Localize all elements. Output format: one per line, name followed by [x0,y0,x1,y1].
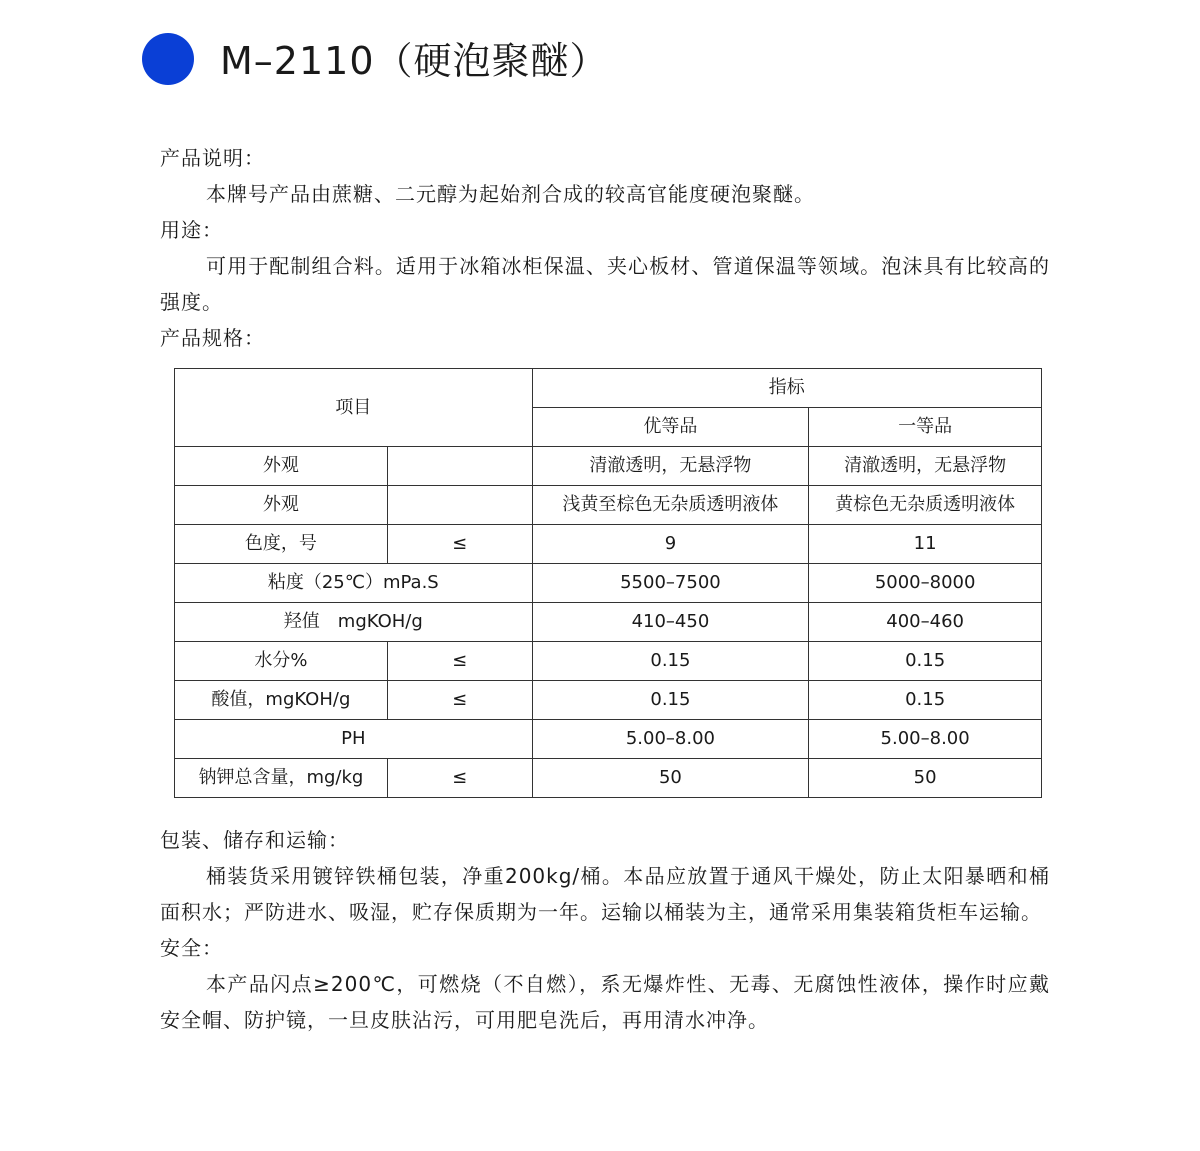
spec-heading: 产品规格： [160,326,265,350]
safety-text: 本产品闪点≥200℃，可燃烧（不自燃），系无爆炸性、无毒、无腐蚀性液体，操作时应戴安全帽、防护镜，一旦皮肤沾污，可用肥皂洗后，再用清水冲净。 [160,972,1050,1032]
row-superior: 0.15 [532,681,809,720]
row-item: 羟值 mgKOH/g [175,603,533,642]
table-row [175,681,1042,720]
table-row [175,525,1042,564]
description-heading: 产品说明： [160,146,265,170]
row-first: 5000–8000 [809,564,1042,603]
row-superior: 0.15 [532,642,809,681]
row-first: 清澈透明，无悬浮物 [809,447,1042,486]
row-superior: 410–450 [532,603,809,642]
row-first: 5.00–8.00 [809,720,1042,759]
table-row [175,486,1042,525]
row-superior: 5500–7500 [532,564,809,603]
description-text: 本牌号产品由蔗糖、二元醇为起始剂合成的较高官能度硬泡聚醚。 [206,182,815,206]
row-op: ≤ [387,525,532,564]
document-body [160,140,1050,1038]
row-item: 水分% [175,642,388,681]
table-row [175,564,1042,603]
header-index: 指标 [532,369,1041,408]
row-superior: 5.00–8.00 [532,720,809,759]
row-superior: 9 [532,525,809,564]
row-first: 11 [809,525,1042,564]
row-item: 外观 [175,486,388,525]
table-row [175,759,1042,798]
page-title: M–2110（硬泡聚醚） [220,39,609,83]
title-bullet [142,33,194,85]
row-op: ≤ [387,642,532,681]
row-item: 外观 [175,447,388,486]
header-grade-superior: 优等品 [532,408,809,447]
row-item: 粘度（25℃）mPa.S [175,564,533,603]
row-item: PH [175,720,533,759]
row-op [387,486,532,525]
table-row [175,603,1042,642]
table-row [175,642,1042,681]
packaging-heading: 包装、储存和运输： [160,828,349,852]
header-grade-first: 一等品 [809,408,1042,447]
row-op: ≤ [387,759,532,798]
row-superior: 浅黄至棕色无杂质透明液体 [532,486,809,525]
table-row [175,720,1042,759]
row-first: 0.15 [809,681,1042,720]
table-row [175,447,1042,486]
row-superior: 清澈透明，无悬浮物 [532,447,809,486]
row-op: ≤ [387,681,532,720]
row-superior: 50 [532,759,809,798]
row-first: 黄棕色无杂质透明液体 [809,486,1042,525]
row-item: 钠钾总含量，mg/kg [175,759,388,798]
row-first: 0.15 [809,642,1042,681]
usage-heading: 用途： [160,218,223,242]
safety-heading: 安全： [160,936,223,960]
row-op [387,447,532,486]
spec-table [174,368,1042,798]
row-first: 400–460 [809,603,1042,642]
row-item: 色度，号 [175,525,388,564]
usage-text: 可用于配制组合料。适用于冰箱冰柜保温、夹心板材、管道保温等领域。泡沫具有比较高的强度。 [160,254,1050,314]
header-item: 项目 [175,369,533,447]
row-item: 酸值，mgKOH/g [175,681,388,720]
packaging-text: 桶装货采用镀锌铁桶包装，净重200kg/桶。本品应放置于通风干燥处，防止太阳暴晒和桶面积水；严防进水、吸湿，贮存保质期为一年。运输以桶装为主，通常采用集装箱货柜车运输。 [160,864,1050,924]
row-first: 50 [809,759,1042,798]
